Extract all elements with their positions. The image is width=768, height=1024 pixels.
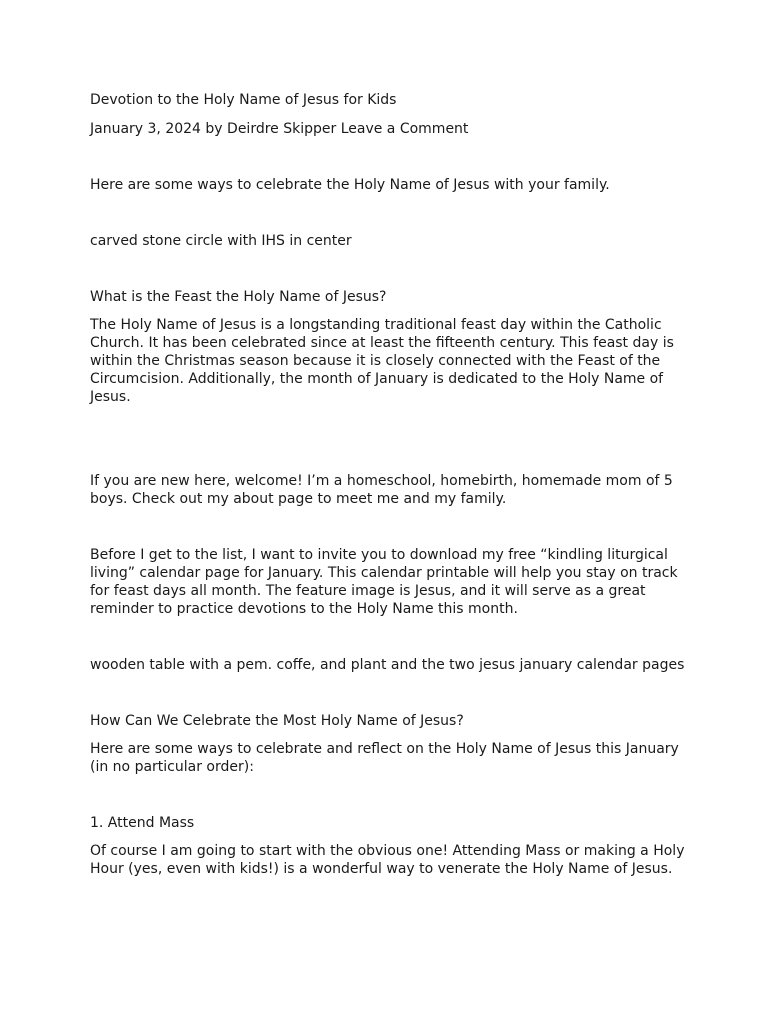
section-heading-mass: 1. Attend Mass: [90, 815, 195, 831]
paragraph-welcome: If you are new here, welcome! I’m a homeschool, homebirth, homemade mom of 5 boys. Check out my about page to meet me and my family.: [90, 473, 673, 507]
image-alt-text: carved stone circle with IHS in center: [90, 233, 352, 249]
section-heading-feast: What is the Feast the Holy Name of Jesus?: [90, 289, 387, 305]
article-title: Devotion to the Holy Name of Jesus for Kids: [90, 92, 397, 108]
paragraph-feast: The Holy Name of Jesus is a longstanding traditional feast day within the Catholic Church. It has been celebrated since at least the fifteenth century. This feast day is within the Christmas season because it is closely connected with the Feast of the Circumcision. Additionally, the month of January is dedicated to the Holy Name of Jesus.: [90, 317, 674, 405]
paragraph-ways: Here are some ways to celebrate and reflect on the Holy Name of Jesus this January (in no particular order):: [90, 741, 679, 775]
article: [90, 91, 690, 878]
paragraph-mass: Of course I am going to start with the obvious one! Attending Mass or making a Holy Hour (yes, even with kids!) is a wonderful way to venerate the Holy Name of Jesus.: [90, 843, 685, 877]
article-byline: January 3, 2024 by Deirdre Skipper Leave a Comment: [90, 121, 469, 137]
paragraph-invite: Before I get to the list, I want to invite you to download my free “kindling liturgical living” calendar page for January. This calendar printable will help you stay on track for feast days all month. The feature image is Jesus, and it will serve as a great reminder to practice devotions to the Holy Name this month.: [90, 547, 678, 617]
section-heading-celebrate: How Can We Celebrate the Most Holy Name of Jesus?: [90, 713, 464, 729]
image-alt-text: wooden table with a pem. coffe, and plant and the two jesus january calendar pages: [90, 657, 685, 673]
intro-paragraph: Here are some ways to celebrate the Holy Name of Jesus with your family.: [90, 177, 610, 193]
